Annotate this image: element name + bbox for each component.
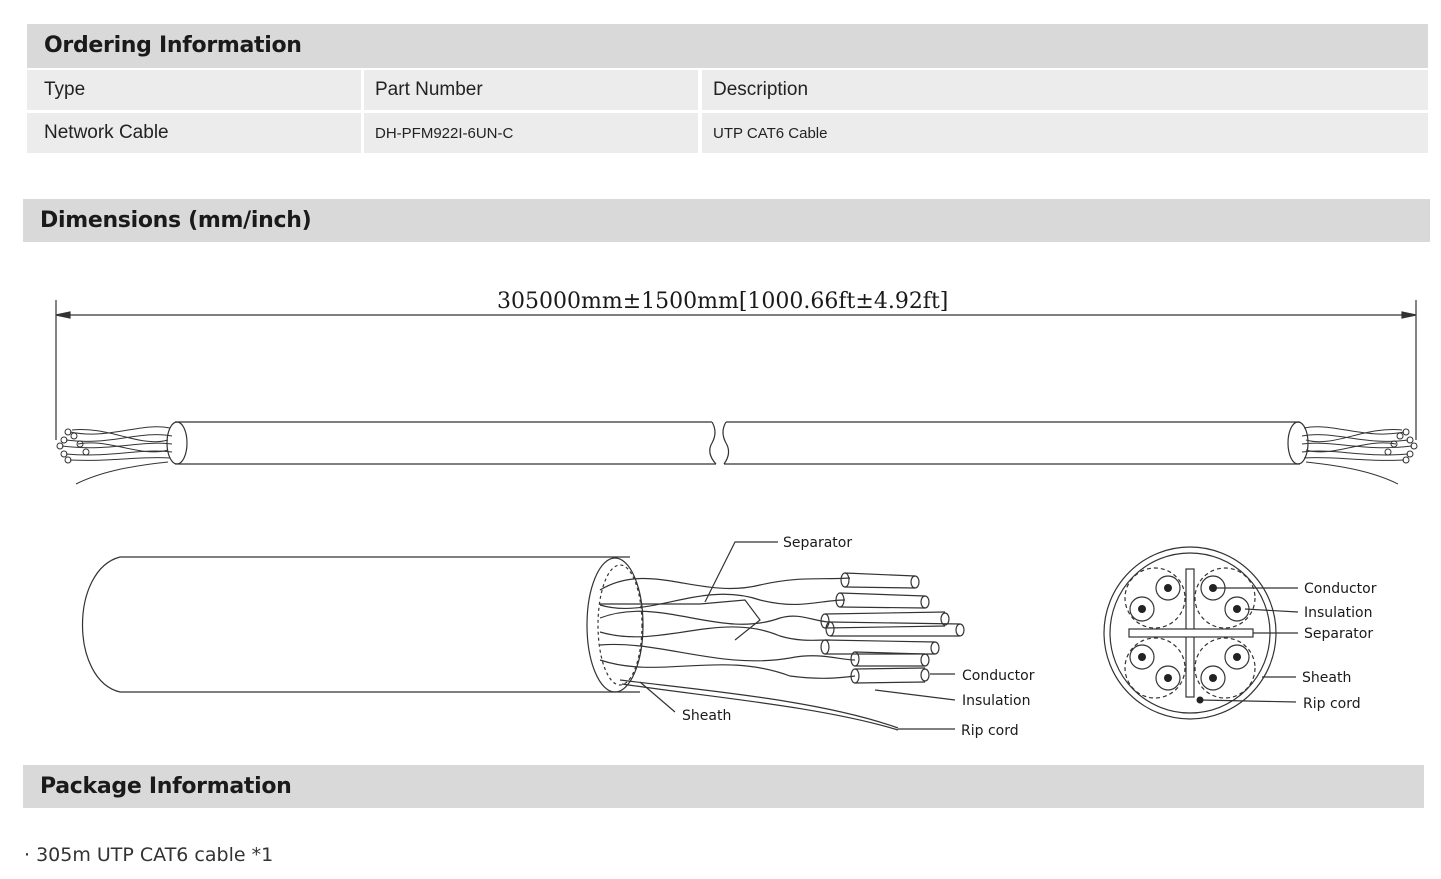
label-conductor: Conductor bbox=[962, 668, 1035, 684]
label-rip-cord: Rip cord bbox=[961, 723, 1019, 739]
cell-type: Network Cable bbox=[27, 113, 361, 153]
dimensions-title: Dimensions (mm/inch) bbox=[40, 208, 312, 233]
cross-label-separator: Separator bbox=[1304, 626, 1374, 642]
package-info-title: Package Information bbox=[40, 774, 292, 799]
label-sheath: Sheath bbox=[682, 708, 732, 724]
cross-label-insulation: Insulation bbox=[1304, 605, 1373, 621]
length-dimension-label: 305000mm±1500mm[1000.66ft±4.92ft] bbox=[497, 289, 949, 314]
label-separator: Separator bbox=[783, 535, 853, 551]
header-part-number: Part Number bbox=[364, 70, 698, 110]
cross-label-sheath: Sheath bbox=[1302, 670, 1352, 686]
cell-description: UTP CAT6 Cable bbox=[702, 113, 1428, 153]
header-description: Description bbox=[702, 70, 1428, 110]
cross-label-rip-cord: Rip cord bbox=[1303, 696, 1361, 712]
label-insulation: Insulation bbox=[962, 693, 1031, 709]
cross-label-conductor: Conductor bbox=[1304, 581, 1377, 597]
cell-part-number: DH-PFM922I-6UN-C bbox=[364, 113, 698, 153]
header-type: Type bbox=[27, 70, 361, 110]
package-item: · 305m UTP CAT6 cable *1 bbox=[24, 844, 274, 866]
ordering-info-title: Ordering Information bbox=[44, 33, 302, 58]
